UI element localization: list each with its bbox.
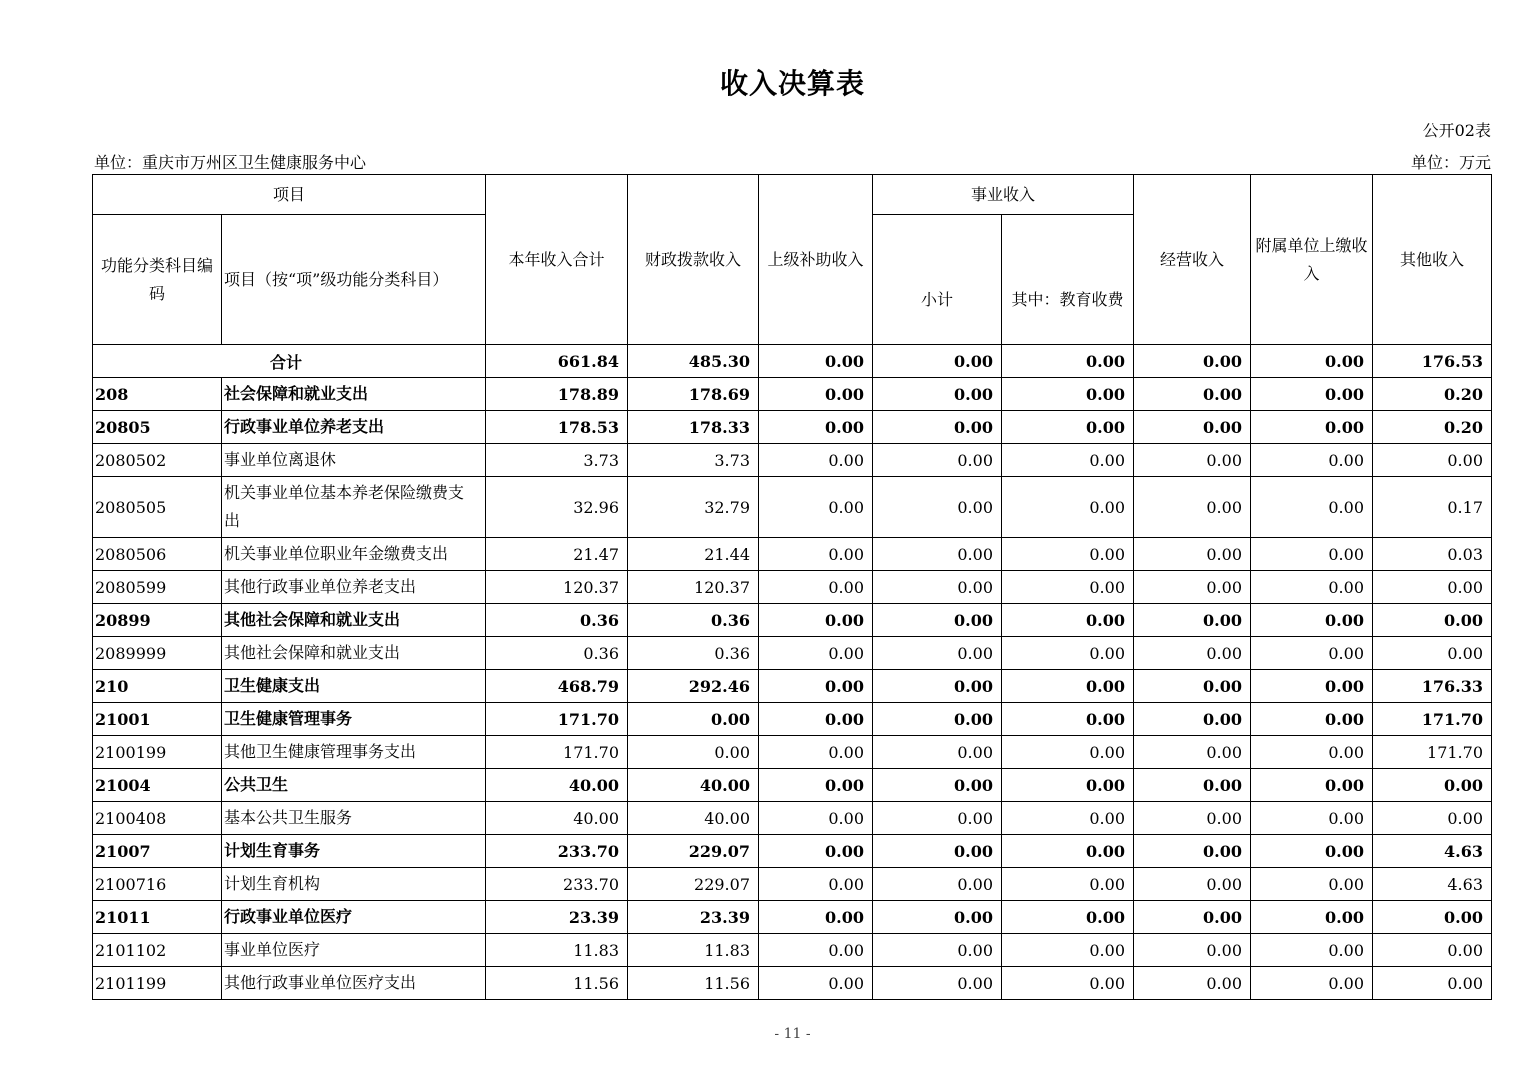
row-value: 0.00 xyxy=(1134,604,1251,637)
row-value: 0.00 xyxy=(1251,571,1373,604)
row-code: 2101102 xyxy=(93,934,222,967)
row-code: 2080599 xyxy=(93,571,222,604)
row-value: 0.00 xyxy=(1251,637,1373,670)
row-code: 2101199 xyxy=(93,967,222,1000)
row-value: 0.00 xyxy=(873,571,1002,604)
row-value: 0.00 xyxy=(1002,901,1134,934)
row-code: 208 xyxy=(93,378,222,411)
unit-organization: 单位：重庆市万州区卫生健康服务中心 xyxy=(94,153,367,172)
row-value: 0.00 xyxy=(759,901,873,934)
row-value: 40.00 xyxy=(628,802,759,835)
row-value: 0.00 xyxy=(1002,477,1134,538)
row-value: 3.73 xyxy=(486,444,628,477)
row-value: 0.00 xyxy=(1002,802,1134,835)
row-value: 178.69 xyxy=(628,378,759,411)
row-value: 0.00 xyxy=(1251,604,1373,637)
row-value: 0.00 xyxy=(873,604,1002,637)
row-code: 2080502 xyxy=(93,444,222,477)
row-name: 其他社会保障和就业支出 xyxy=(222,604,486,637)
row-name: 社会保障和就业支出 xyxy=(222,378,486,411)
table-row xyxy=(93,736,1492,769)
row-value: 0.00 xyxy=(873,637,1002,670)
row-value: 0.00 xyxy=(1373,901,1492,934)
row-name: 其他行政事业单位医疗支出 xyxy=(222,967,486,1000)
row-value: 0.00 xyxy=(873,538,1002,571)
row-value: 0.00 xyxy=(1134,378,1251,411)
row-value: 0.00 xyxy=(759,703,873,736)
row-value: 0.00 xyxy=(759,411,873,444)
row-value: 0.00 xyxy=(1251,538,1373,571)
row-value: 0.00 xyxy=(1134,901,1251,934)
row-value: 0.00 xyxy=(1002,769,1134,802)
row-value: 23.39 xyxy=(486,901,628,934)
row-value: 0.00 xyxy=(873,378,1002,411)
table-row xyxy=(93,802,1492,835)
row-value: 0.00 xyxy=(1134,967,1251,1000)
total-cell: 0.00 xyxy=(1134,345,1251,378)
table-row xyxy=(93,637,1492,670)
unit-currency: 单位：万元 xyxy=(1410,153,1491,172)
table-row xyxy=(93,444,1492,477)
row-value: 0.00 xyxy=(1251,934,1373,967)
row-value: 0.00 xyxy=(873,769,1002,802)
row-value: 0.00 xyxy=(1002,411,1134,444)
header-subtotal: 小计 xyxy=(873,215,1002,345)
row-value: 0.00 xyxy=(1002,934,1134,967)
row-code: 21011 xyxy=(93,901,222,934)
page-title: 收入决算表 xyxy=(719,67,865,100)
row-value: 0.00 xyxy=(873,868,1002,901)
row-value: 0.00 xyxy=(1373,604,1492,637)
row-value: 0.00 xyxy=(873,802,1002,835)
row-value: 0.00 xyxy=(1251,444,1373,477)
row-value: 21.44 xyxy=(628,538,759,571)
row-code: 2100199 xyxy=(93,736,222,769)
table-row xyxy=(93,477,1492,538)
row-value: 0.00 xyxy=(1134,477,1251,538)
row-value: 0.00 xyxy=(628,736,759,769)
row-name: 机关事业单位职业年金缴费支出 xyxy=(222,538,486,571)
row-value: 0.00 xyxy=(1134,934,1251,967)
row-value: 0.36 xyxy=(486,604,628,637)
total-cell: 0.00 xyxy=(1251,345,1373,378)
table-row xyxy=(93,411,1492,444)
table-row xyxy=(93,703,1492,736)
row-value: 0.00 xyxy=(759,769,873,802)
header-edu: 其中：教育收费 xyxy=(1002,215,1134,345)
header-business: 事业收入 xyxy=(873,175,1134,215)
header-total: 本年收入合计 xyxy=(486,175,628,345)
row-value: 0.00 xyxy=(759,670,873,703)
row-value: 0.00 xyxy=(1134,868,1251,901)
row-value: 0.00 xyxy=(759,967,873,1000)
row-code: 2100716 xyxy=(93,868,222,901)
row-value: 0.00 xyxy=(1251,868,1373,901)
row-name: 基本公共卫生服务 xyxy=(222,802,486,835)
row-code: 2100408 xyxy=(93,802,222,835)
row-value: 292.46 xyxy=(628,670,759,703)
row-value: 0.00 xyxy=(1134,444,1251,477)
row-value: 0.00 xyxy=(759,444,873,477)
row-value: 0.00 xyxy=(1002,444,1134,477)
row-value: 0.00 xyxy=(759,571,873,604)
row-name: 其他卫生健康管理事务支出 xyxy=(222,736,486,769)
row-value: 0.00 xyxy=(1251,835,1373,868)
row-value: 0.36 xyxy=(628,637,759,670)
row-value: 233.70 xyxy=(486,835,628,868)
row-value: 0.20 xyxy=(1373,411,1492,444)
row-value: 0.00 xyxy=(1002,637,1134,670)
row-value: 23.39 xyxy=(628,901,759,934)
row-value: 229.07 xyxy=(628,868,759,901)
row-value: 0.00 xyxy=(1373,802,1492,835)
row-value: 0.00 xyxy=(1251,901,1373,934)
row-value: 0.00 xyxy=(1134,571,1251,604)
row-value: 0.00 xyxy=(1251,411,1373,444)
header-other: 其他收入 xyxy=(1373,175,1492,345)
row-name: 卫生健康支出 xyxy=(222,670,486,703)
row-value: 0.00 xyxy=(1002,835,1134,868)
row-value: 120.37 xyxy=(628,571,759,604)
page-number: - 11 - xyxy=(774,1026,811,1042)
row-value: 171.70 xyxy=(486,703,628,736)
row-value: 32.96 xyxy=(486,477,628,538)
row-value: 0.00 xyxy=(873,967,1002,1000)
row-value: 0.00 xyxy=(1002,868,1134,901)
total-label: 合计 xyxy=(93,345,486,378)
row-value: 0.00 xyxy=(1134,769,1251,802)
row-code: 210 xyxy=(93,670,222,703)
row-value: 171.70 xyxy=(486,736,628,769)
row-name: 其他行政事业单位养老支出 xyxy=(222,571,486,604)
row-value: 0.00 xyxy=(1002,571,1134,604)
row-value: 0.00 xyxy=(873,835,1002,868)
row-value: 11.83 xyxy=(628,934,759,967)
total-cell: 0.00 xyxy=(759,345,873,378)
row-value: 0.00 xyxy=(1002,670,1134,703)
table-row xyxy=(93,604,1492,637)
table-row xyxy=(93,901,1492,934)
row-value: 32.79 xyxy=(628,477,759,538)
row-value: 4.63 xyxy=(1373,868,1492,901)
row-value: 0.00 xyxy=(1002,703,1134,736)
row-value: 0.00 xyxy=(759,637,873,670)
row-value: 40.00 xyxy=(486,769,628,802)
row-code: 2080506 xyxy=(93,538,222,571)
total-cell: 661.84 xyxy=(486,345,628,378)
row-value: 0.00 xyxy=(1251,769,1373,802)
row-value: 0.00 xyxy=(873,444,1002,477)
row-value: 0.00 xyxy=(1251,670,1373,703)
row-code: 21001 xyxy=(93,703,222,736)
row-value: 0.00 xyxy=(759,604,873,637)
row-name: 行政事业单位医疗 xyxy=(222,901,486,934)
row-value: 0.00 xyxy=(1002,378,1134,411)
row-value: 0.00 xyxy=(1002,538,1134,571)
row-value: 0.00 xyxy=(1002,736,1134,769)
row-value: 0.00 xyxy=(873,736,1002,769)
row-value: 4.63 xyxy=(1373,835,1492,868)
row-value: 11.56 xyxy=(486,967,628,1000)
row-name: 其他社会保障和就业支出 xyxy=(222,637,486,670)
row-name: 计划生育事务 xyxy=(222,835,486,868)
row-value: 0.00 xyxy=(1373,571,1492,604)
row-value: 0.36 xyxy=(486,637,628,670)
row-value: 0.00 xyxy=(873,477,1002,538)
table-row-total xyxy=(93,345,1492,378)
row-value: 178.53 xyxy=(486,411,628,444)
table-row xyxy=(93,378,1492,411)
table-row xyxy=(93,835,1492,868)
row-value: 0.00 xyxy=(759,835,873,868)
row-value: 178.89 xyxy=(486,378,628,411)
header-superior: 上级补助收入 xyxy=(759,175,873,345)
row-value: 0.00 xyxy=(1134,703,1251,736)
row-value: 0.00 xyxy=(1134,538,1251,571)
row-name: 机关事业单位基本养老保险缴费支出 xyxy=(222,477,486,538)
row-value: 0.00 xyxy=(1251,736,1373,769)
header-project: 项目 xyxy=(93,175,486,215)
row-value: 0.00 xyxy=(1134,411,1251,444)
table-number: 公开02表 xyxy=(1422,121,1491,140)
row-value: 0.36 xyxy=(628,604,759,637)
row-value: 0.00 xyxy=(1134,802,1251,835)
row-value: 0.00 xyxy=(1251,703,1373,736)
row-value: 0.00 xyxy=(759,538,873,571)
total-cell: 176.53 xyxy=(1373,345,1492,378)
row-value: 0.00 xyxy=(1373,637,1492,670)
row-name: 行政事业单位养老支出 xyxy=(222,411,486,444)
row-code: 20805 xyxy=(93,411,222,444)
row-value: 0.00 xyxy=(1373,769,1492,802)
row-code: 20899 xyxy=(93,604,222,637)
row-value: 21.47 xyxy=(486,538,628,571)
row-code: 21007 xyxy=(93,835,222,868)
row-value: 0.00 xyxy=(873,901,1002,934)
row-value: 0.00 xyxy=(759,802,873,835)
row-value: 0.17 xyxy=(1373,477,1492,538)
row-value: 0.00 xyxy=(759,868,873,901)
row-value: 0.00 xyxy=(873,670,1002,703)
row-value: 0.03 xyxy=(1373,538,1492,571)
row-value: 0.00 xyxy=(1002,604,1134,637)
table-row xyxy=(93,769,1492,802)
row-value: 0.00 xyxy=(1373,934,1492,967)
header-operating: 经营收入 xyxy=(1134,175,1251,345)
row-value: 229.07 xyxy=(628,835,759,868)
income-table xyxy=(92,174,1492,1000)
row-name: 事业单位离退休 xyxy=(222,444,486,477)
row-value: 0.00 xyxy=(1373,967,1492,1000)
table-row xyxy=(93,934,1492,967)
row-name: 事业单位医疗 xyxy=(222,934,486,967)
header-name: 项目（按“项”级功能分类科目） xyxy=(222,215,486,345)
row-value: 233.70 xyxy=(486,868,628,901)
row-name: 计划生育机构 xyxy=(222,868,486,901)
row-value: 171.70 xyxy=(1373,736,1492,769)
row-value: 0.00 xyxy=(1134,736,1251,769)
row-value: 0.00 xyxy=(1134,835,1251,868)
row-value: 0.00 xyxy=(759,736,873,769)
row-value: 0.00 xyxy=(1002,967,1134,1000)
header-fiscal: 财政拨款收入 xyxy=(628,175,759,345)
row-value: 120.37 xyxy=(486,571,628,604)
header-affiliated: 附属单位上缴收入 xyxy=(1251,175,1373,345)
row-value: 0.00 xyxy=(1134,670,1251,703)
row-value: 0.00 xyxy=(1251,378,1373,411)
row-value: 40.00 xyxy=(486,802,628,835)
row-value: 178.33 xyxy=(628,411,759,444)
row-value: 176.33 xyxy=(1373,670,1492,703)
row-value: 468.79 xyxy=(486,670,628,703)
row-value: 0.00 xyxy=(1134,637,1251,670)
row-value: 0.00 xyxy=(759,378,873,411)
table-row xyxy=(93,967,1492,1000)
row-value: 0.00 xyxy=(1373,444,1492,477)
row-value: 3.73 xyxy=(628,444,759,477)
table-row xyxy=(93,571,1492,604)
row-name: 卫生健康管理事务 xyxy=(222,703,486,736)
row-value: 0.00 xyxy=(1251,802,1373,835)
row-value: 11.56 xyxy=(628,967,759,1000)
header-code: 功能分类科目编码 xyxy=(93,215,222,345)
row-name: 公共卫生 xyxy=(222,769,486,802)
table-row xyxy=(93,868,1492,901)
row-value: 0.00 xyxy=(759,477,873,538)
total-cell: 485.30 xyxy=(628,345,759,378)
row-value: 0.00 xyxy=(873,934,1002,967)
total-cell: 0.00 xyxy=(1002,345,1134,378)
row-value: 0.00 xyxy=(759,934,873,967)
table-row xyxy=(93,670,1492,703)
row-code: 2089999 xyxy=(93,637,222,670)
row-code: 2080505 xyxy=(93,477,222,538)
row-value: 171.70 xyxy=(1373,703,1492,736)
total-cell: 0.00 xyxy=(873,345,1002,378)
row-value: 0.00 xyxy=(1251,477,1373,538)
row-value: 0.00 xyxy=(873,411,1002,444)
row-value: 40.00 xyxy=(628,769,759,802)
row-code: 21004 xyxy=(93,769,222,802)
row-value: 0.00 xyxy=(873,703,1002,736)
row-value: 0.00 xyxy=(1251,967,1373,1000)
row-value: 0.00 xyxy=(628,703,759,736)
row-value: 0.20 xyxy=(1373,378,1492,411)
row-value: 11.83 xyxy=(486,934,628,967)
table-row xyxy=(93,538,1492,571)
